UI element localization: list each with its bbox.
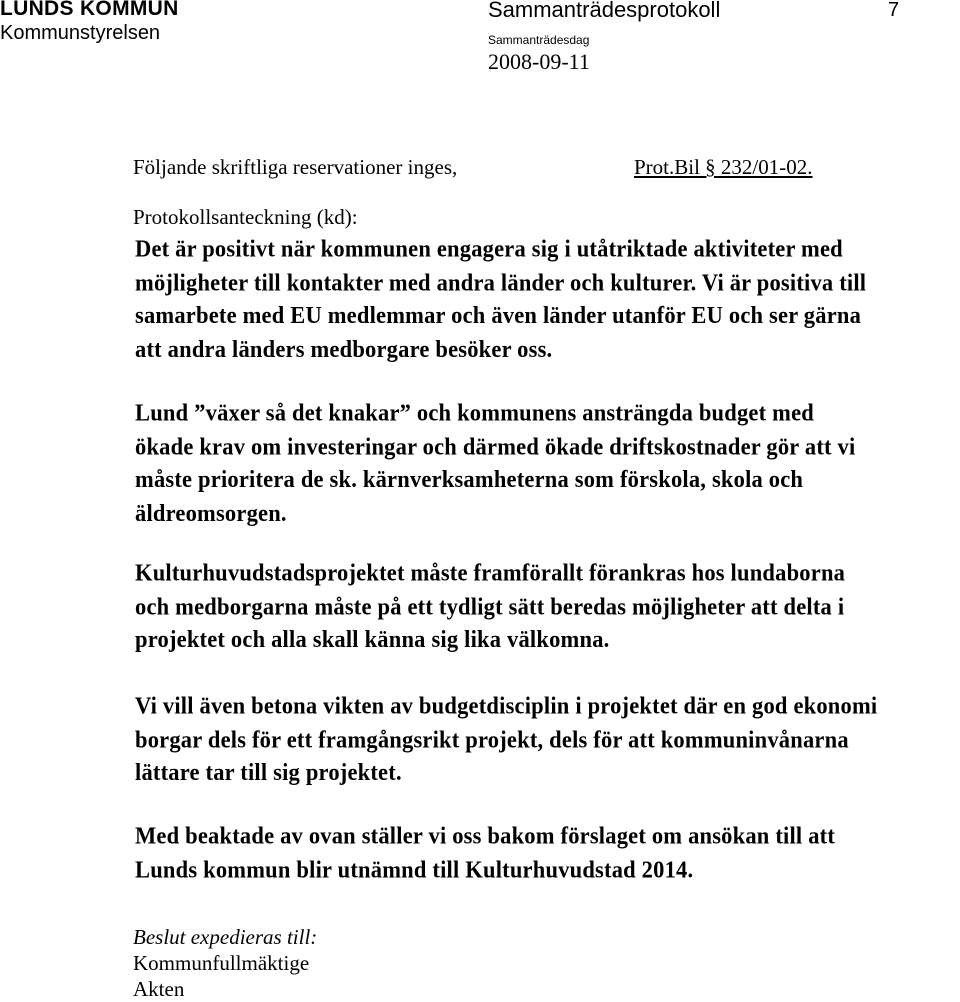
note-paragraph xyxy=(135,689,960,789)
recipient: Akten xyxy=(133,977,185,1001)
note-line: möjligheter till kontakter med andra länder och kulturer. Vi är positiva till xyxy=(135,268,867,296)
note-line: samarbete med EU medlemmar och även länder utanför EU och ser gärna xyxy=(135,301,862,329)
page-number: 7 xyxy=(888,0,900,21)
protocol-reference: Prot.Bil § 232/01-02. xyxy=(634,155,813,179)
note-paragraph xyxy=(135,232,960,366)
note-line: borgar dels för ett framgångsrikt projekt, dels för att kommuninvånarna xyxy=(135,725,849,752)
distribution-block xyxy=(133,924,317,1002)
expedition-label: Beslut expedieras till: xyxy=(133,925,318,949)
scanned-note xyxy=(135,232,960,882)
note-line: måste prioritera de sk. kärnverksamheterna som förskola, skola och xyxy=(135,465,804,493)
note-line: Lund ”växer så det knakar” och kommunens ansträngda budget med xyxy=(135,399,814,426)
recipient: Kommunfullmäktige xyxy=(133,951,310,975)
note-line: Lunds kommun blir utnämnd till Kulturhuvudstad 2014. xyxy=(135,855,694,883)
organization-name: LUNDS KOMMUN xyxy=(0,0,179,20)
note-paragraph xyxy=(135,556,960,656)
note-line: Det är positivt när kommunen engagera sig i utåtriktade aktiviteter med xyxy=(135,235,843,262)
note-paragraph xyxy=(135,819,960,886)
note-line: och medborgarna måste på ett tydligt sätt beredas möjligheter att delta i xyxy=(135,592,845,620)
note-line: Med beaktade av ovan ställer vi oss bakom förslaget om ansökan till att xyxy=(135,822,836,849)
note-line: lättare tar till sig projektet. xyxy=(135,758,402,785)
reservations-intro: Följande skriftliga reservationer inges, xyxy=(133,155,458,179)
document-title: Sammanträdesprotokoll xyxy=(488,0,721,22)
meeting-date-label: Sammanträdesdag xyxy=(488,33,590,47)
meeting-date: 2008-09-11 xyxy=(488,49,590,74)
note-line: äldreomsorgen. xyxy=(135,499,287,526)
note-line: projektet och alla skall känna sig lika välkomna. xyxy=(135,625,610,653)
note-label: Protokollsanteckning (kd): xyxy=(133,205,358,229)
board-name: Kommunstyrelsen xyxy=(0,22,161,44)
note-line: Kulturhuvudstadsprojektet måste framförallt förankras hos lundaborna xyxy=(135,559,846,586)
note-line: Vi vill även betona vikten av budgetdisciplin i projektet där en god ekonomi xyxy=(135,691,878,719)
note-line: att andra länders medborgare besöker oss. xyxy=(135,335,553,362)
note-line: ökade krav om investeringar och därmed ökade driftskostnader gör att vi xyxy=(135,432,856,460)
note-paragraph xyxy=(135,396,960,530)
